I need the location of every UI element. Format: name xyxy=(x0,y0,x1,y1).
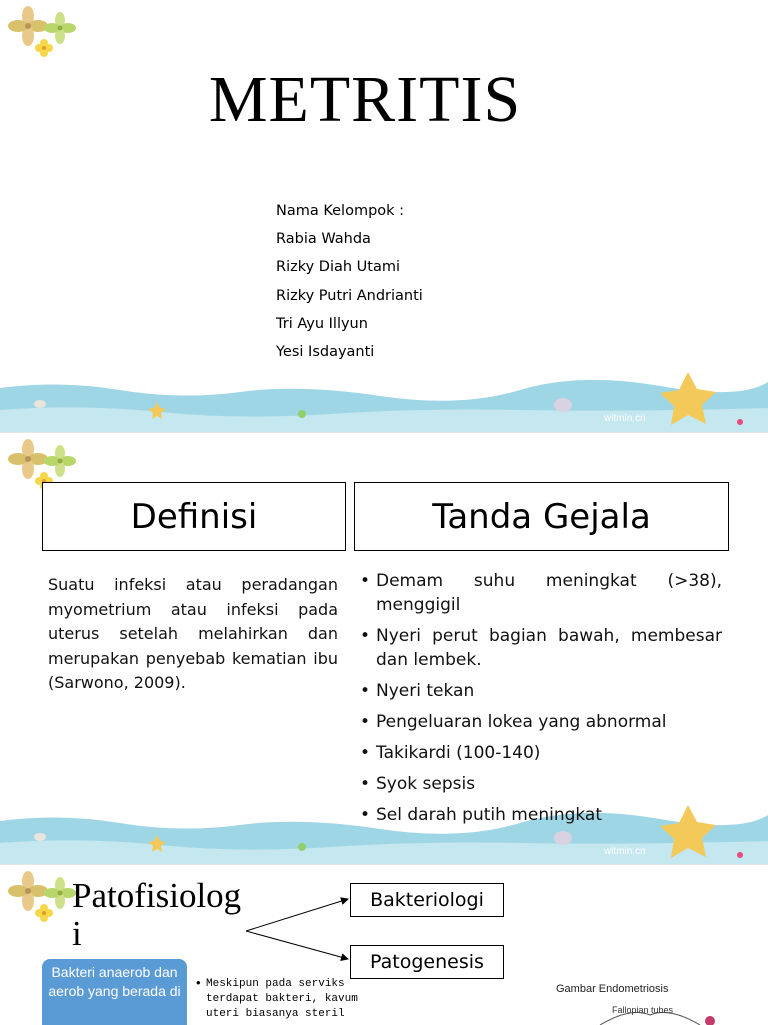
bacteria-box: Bakteri anaerob dan aerob yang berada di xyxy=(42,959,187,1025)
list-item: • Syok sepsis xyxy=(360,772,722,796)
slide-definition xyxy=(0,432,768,865)
member-name: Rizky Diah Utami xyxy=(276,259,401,276)
branch-arrows xyxy=(240,895,352,975)
list-item: • Nyeri perut bagian bawah, membesar dan lembek. xyxy=(360,624,722,672)
slide-title xyxy=(0,0,768,432)
pathophysiology-title: Patofisiologi xyxy=(72,876,242,953)
watermark: witmin.cn xyxy=(604,413,646,424)
list-item: • Pengeluaran lokea yang abnormal xyxy=(360,710,722,734)
image-label: Fallopian tubes xyxy=(612,1005,674,1015)
definition-heading: Definisi xyxy=(42,482,346,551)
member-name: Tri Ayu Illyun xyxy=(276,315,368,332)
list-item: • Demam suhu meningkat (>38), menggigil xyxy=(360,569,722,617)
bakteriologi-box: Bakteriologi xyxy=(350,883,504,917)
page-title: METRITIS xyxy=(208,63,522,136)
sea-wave-decoration xyxy=(0,366,768,432)
members-heading: Nama Kelompok : xyxy=(276,203,405,219)
pinwheel-flowers-icon xyxy=(0,0,90,64)
watermark: witmin.cn xyxy=(604,846,646,857)
definition-text: Suatu infeksi atau peradangan myometrium atau infeksi pada uterus setelah melahirkan dan merupakan penyebab kematian ibu (Sarwono, 2009). xyxy=(48,575,338,692)
slide-pathophysiology xyxy=(0,864,768,1025)
list-item: • Takikardi (100-140) xyxy=(360,741,722,765)
symptoms-heading: Tanda Gejala xyxy=(354,482,729,551)
image-caption: Gambar Endometriosis xyxy=(556,983,669,995)
group-members xyxy=(276,197,423,366)
list-item: • Nyeri tekan xyxy=(360,679,722,703)
bullet-icon: • xyxy=(196,975,201,990)
member-name: Rabia Wahda xyxy=(276,231,371,248)
list-item: • Sel darah putih meningkat xyxy=(360,803,722,827)
member-name: Rizky Putri Andrianti xyxy=(276,287,423,304)
symptoms-list xyxy=(360,569,722,834)
pathogenesis-bullet-text: Meskipun pada serviks terdapat bakteri, kavum uteri biasanya steril xyxy=(206,978,358,1020)
member-name: Yesi Isdayanti xyxy=(276,343,375,360)
patogenesis-box: Patogenesis xyxy=(350,945,504,979)
